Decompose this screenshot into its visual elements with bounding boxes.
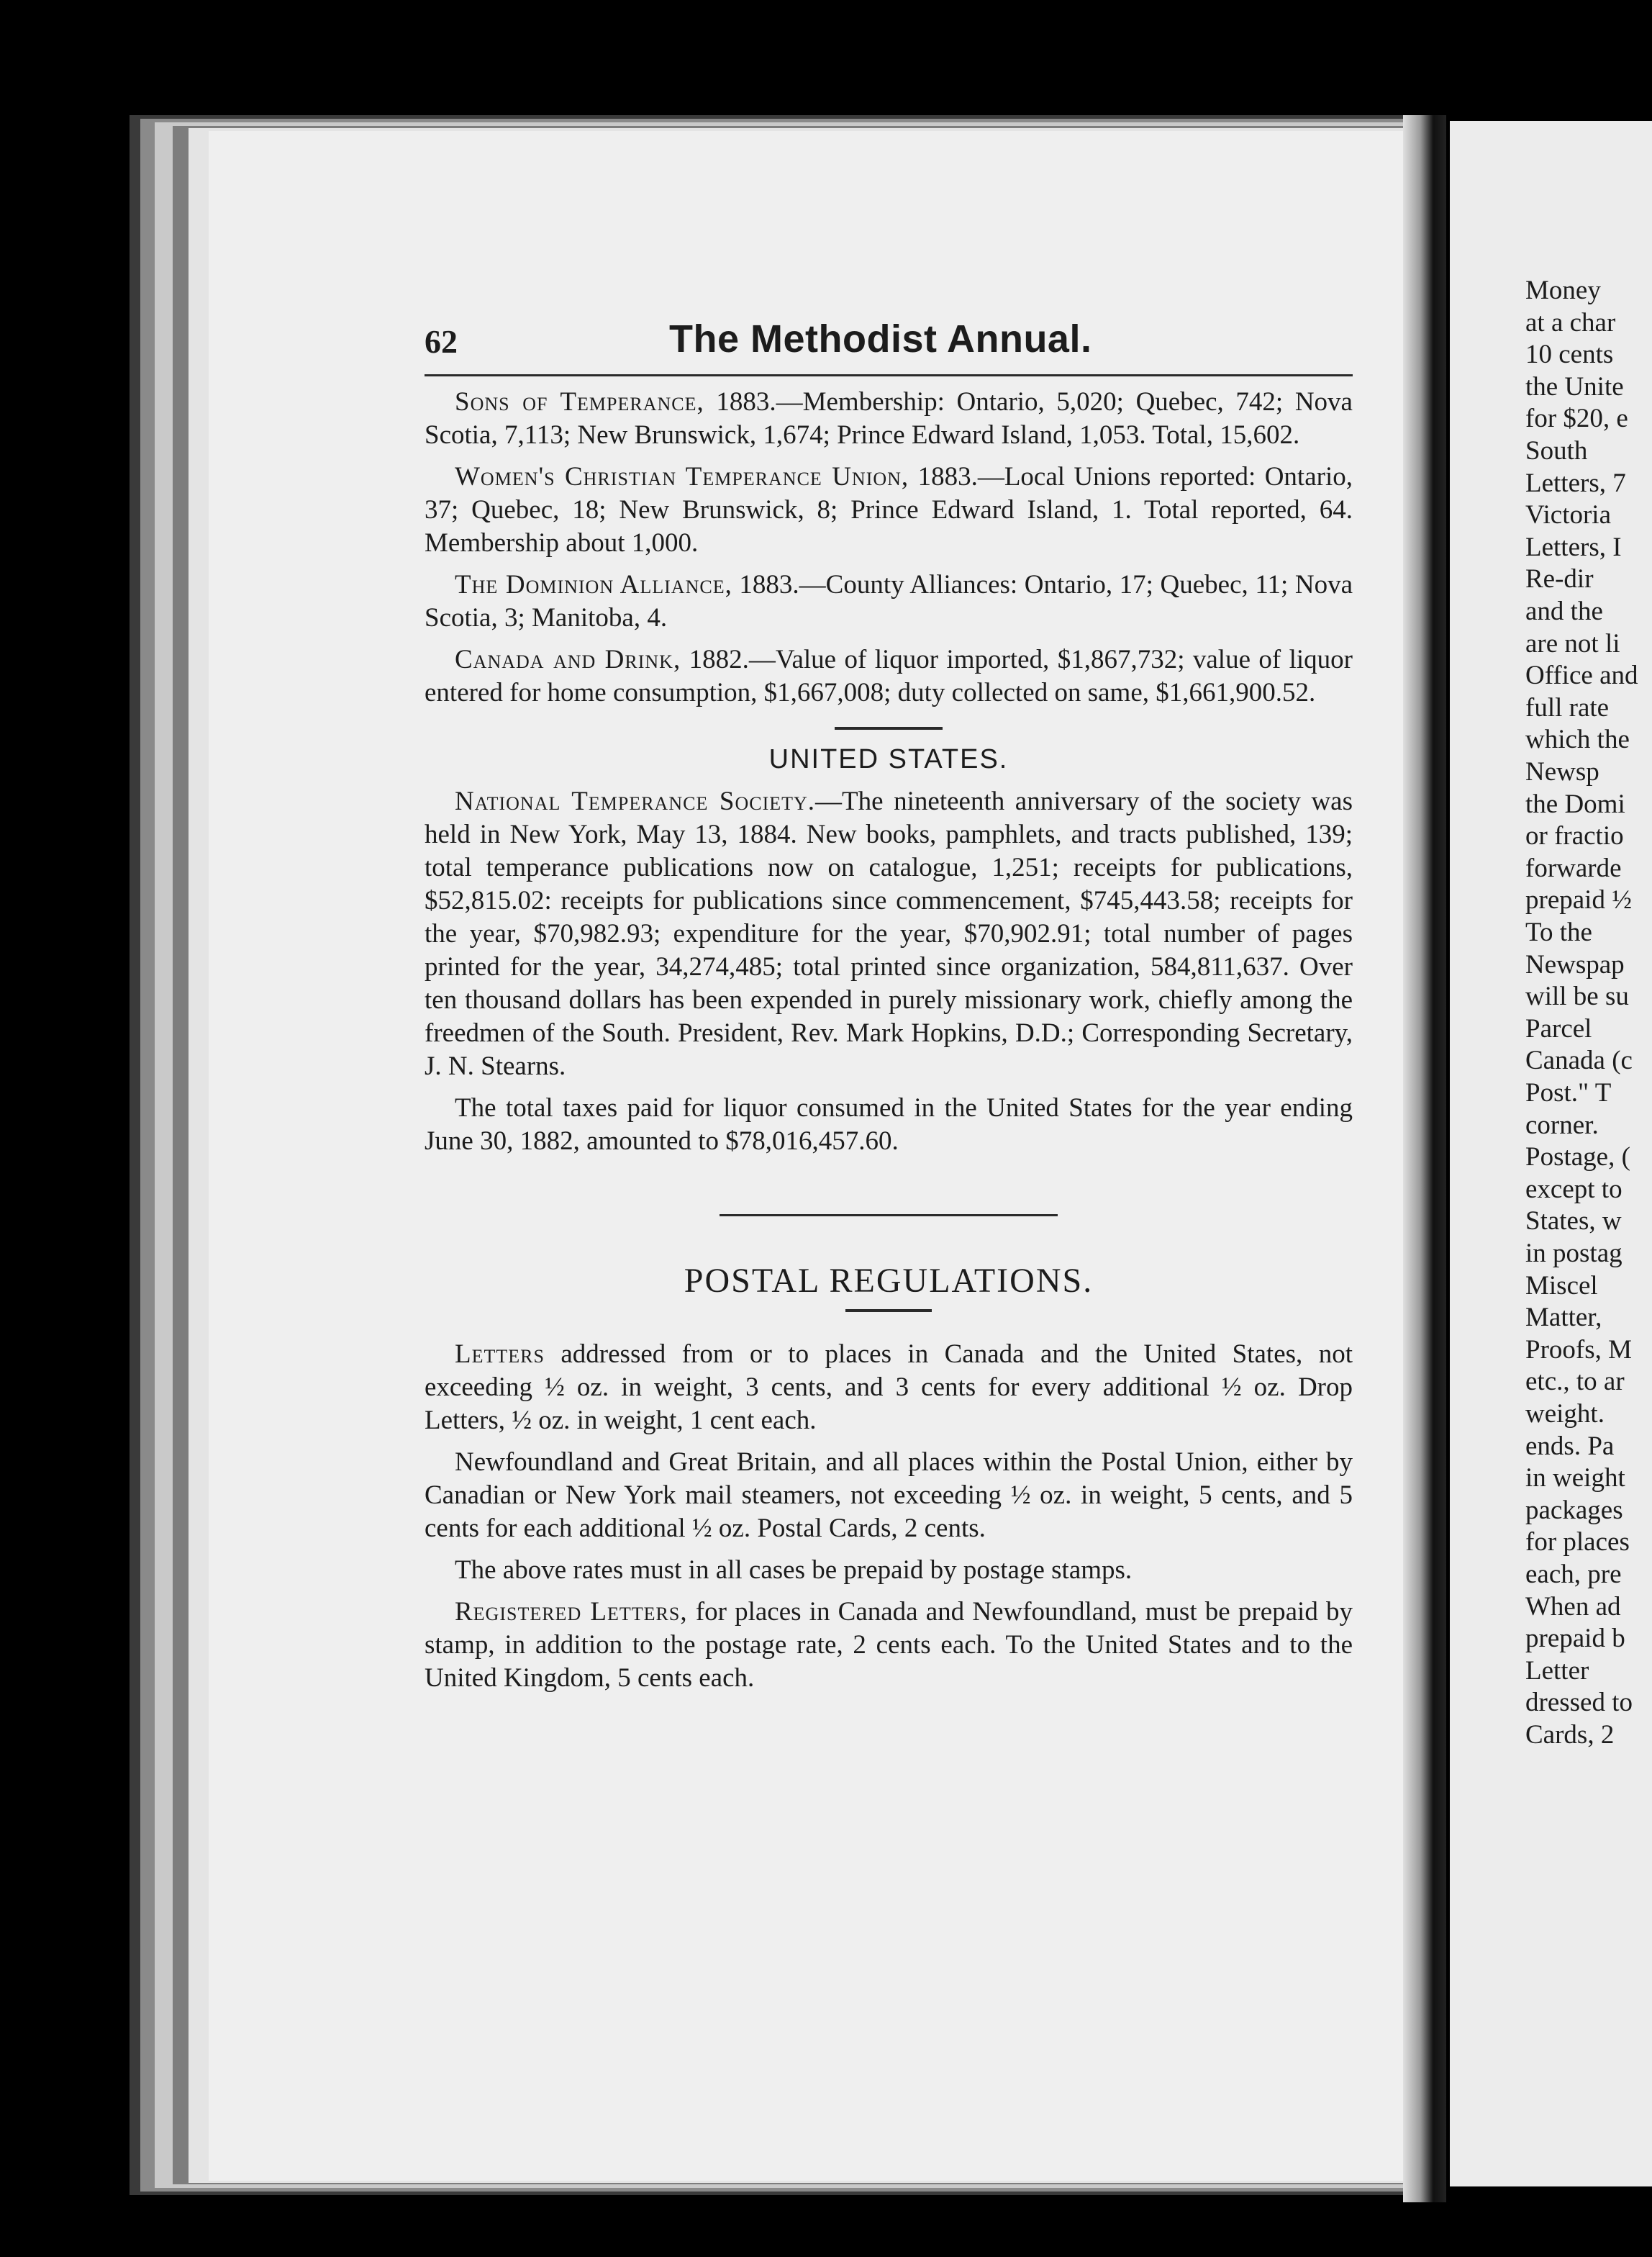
right-page-line: which the [1525,725,1630,755]
right-page-line: packages [1525,1495,1623,1525]
liquor-taxes-paragraph: The total taxes paid for liquor consumed in the United States for the year ending June 30, 1882, amounted to $78,016,457.60. [425,1093,1353,1156]
right-page-line: Newsp [1525,757,1599,787]
right-page-line: for places [1525,1527,1630,1557]
page-number: 62 [425,323,458,360]
registered-letters-paragraph [425,1596,1353,1695]
right-page-line: Miscel [1525,1270,1598,1301]
right-page-line: Canada (c [1525,1046,1633,1076]
right-page-line: prepaid b [1525,1624,1625,1654]
right-page-line: Parcel [1525,1013,1592,1044]
right-page-line: except to [1525,1174,1622,1204]
paragraph-lead: Women's Christian Temperance Union, [455,462,909,492]
page-header [425,317,1353,367]
right-page-line: full rate [1525,692,1610,723]
sons-of-temperance-paragraph [425,386,1353,452]
paragraph-text: 1883.—Local Unions reported: Ontario, 37; Quebec, 18; New Brunswick, 8; Prince Edward Island, 1. Total reported, 64. Membership about 1,000. [425,462,1353,558]
right-page-line: will be su [1525,982,1629,1012]
right-page-line: forwarde [1525,853,1622,883]
wctu-paragraph [425,461,1353,560]
letters-paragraph [425,1338,1353,1437]
right-page-line: dressed to [1525,1688,1633,1718]
right-page-line: for $20, e [1525,404,1628,434]
dominion-alliance-paragraph [425,569,1353,635]
right-page-line: weight. [1525,1399,1605,1429]
right-page-line: Victoria [1525,500,1612,530]
right-page-line: Matter, [1525,1303,1602,1333]
right-page-line: Re-dir [1525,564,1594,594]
right-page-line: Newspap [1525,949,1625,980]
paragraph-lead: Canada and Drink, [455,645,681,674]
right-page-line: Office and [1525,661,1638,691]
right-page-line: corner. [1525,1110,1599,1140]
running-title: The Methodist Annual. [669,317,1092,361]
right-page [1450,121,1652,2186]
header-rule [425,374,1353,376]
right-page-line: Letters, 7 [1525,468,1626,498]
right-page-line: Proofs, M [1525,1334,1633,1365]
right-page-line: in postag [1525,1239,1622,1268]
paragraph-text: for places in Canada and Newfoundland, must be prepaid by stamp, in addition to the postage rate, 2 cents each. To the United States and to the United Kingdom, 5 cents each. [425,1597,1353,1693]
right-page-line: and the [1525,597,1603,626]
section-divider [835,727,943,730]
paragraph-lead: The Dominion Alliance, [455,570,732,600]
heading-rule [845,1309,932,1312]
right-page-line: are not li [1525,628,1620,659]
right-page-line: South [1525,436,1588,466]
right-page-line: Money [1525,276,1601,305]
united-states-heading: UNITED STATES. [768,744,1009,774]
right-page-line: Letters, I [1525,532,1622,562]
right-page-line: etc., to ar [1525,1367,1625,1397]
right-page-line: prepaid ½ [1525,885,1632,915]
right-page-line: or fractio [1525,821,1624,851]
right-page-line: When ad [1525,1591,1621,1621]
right-page-line: 10 cents [1525,340,1614,370]
right-page-line: each, pre [1525,1560,1622,1589]
paragraph-text: 1883.—County Alliances: Ontario, 17; Quebec, 11; Nova Scotia, 3; Manitoba, 4. [425,570,1353,633]
paragraph-lead: National Temperance Society. [455,787,816,816]
section-divider [720,1214,1058,1216]
right-page-line: Letter [1525,1655,1589,1686]
prepaid-paragraph: The above rates must in all cases be prepaid by postage stamps. [455,1555,1133,1585]
canada-and-drink-paragraph [425,643,1353,710]
right-page-line: Post." T [1525,1078,1612,1108]
paragraph-lead: Sons of Temperance, [455,387,704,417]
right-page-line: the Domi [1525,789,1625,819]
right-page-line: Postage, ( [1525,1142,1630,1172]
right-page-line: in weight [1525,1463,1625,1493]
book-gutter [1403,115,1446,2202]
paragraph-text: 1883.—Membership: Ontario, 5,020; Quebec, 742; Nova Scotia, 7,113; New Brunswick, 1,674; Prince Edward Island, 1,053. Total, 15,602. [425,387,1353,450]
postal-regulations-heading: POSTAL REGULATIONS. [684,1262,1094,1300]
right-page-line: Cards, 2 [1525,1720,1615,1750]
right-page-line: States, w [1525,1206,1622,1236]
right-page-line: the Unite [1525,371,1624,402]
paragraph-text: addressed from or to places in Canada and the United States, not exceeding ½ oz. in weight, 3 cents, and 3 cents for every additional ½ oz. Drop Letters, ½ oz. in weight, 1 cent each. [425,1339,1353,1435]
right-page-line: To the [1525,918,1592,947]
paragraph-lead: Letters [455,1339,545,1369]
paragraph-text: —The nineteenth anniversary of the society was held in New York, May 13, 1884. New books, pamphlets, and tracts published, 139; total temperance publications now on catalogue, 1,251; receipts for publications, $52,815.02: receipts for publications since commencement, $745,443.58; receipts for the year, $70,982.93; expenditure for the year, $70,902.91; total number of pages printed for the year, 34,274,485; total printed since organization, 584,811,637. Over ten thousand dollars has been expended in purely missionary work, chiefly among the freedmen of the South. President, Rev. Mark Hopkins, D.D.; Corresponding Secretary, J. N. Stearns. [425,787,1353,1081]
national-temperance-society-paragraph [425,785,1353,1083]
paragraph-text: 1882.—Value of liquor imported, $1,867,732; value of liquor entered for home consumption, $1,667,008; duty collected on same, $1,661,900.52. [425,645,1353,707]
paragraph-lead: Registered Letters, [455,1597,688,1627]
page-content [425,317,1353,1704]
right-page-line: at a char [1525,307,1616,338]
right-page-line: ends. Pa [1525,1431,1615,1461]
newfoundland-paragraph: Newfoundland and Great Britain, and all places within the Postal Union, either by Canadian or New York mail steamers, not exceeding ½ oz. in weight, 5 cents, and 5 cents for each additional ½ oz. Postal Cards, 2 cents. [425,1447,1353,1543]
